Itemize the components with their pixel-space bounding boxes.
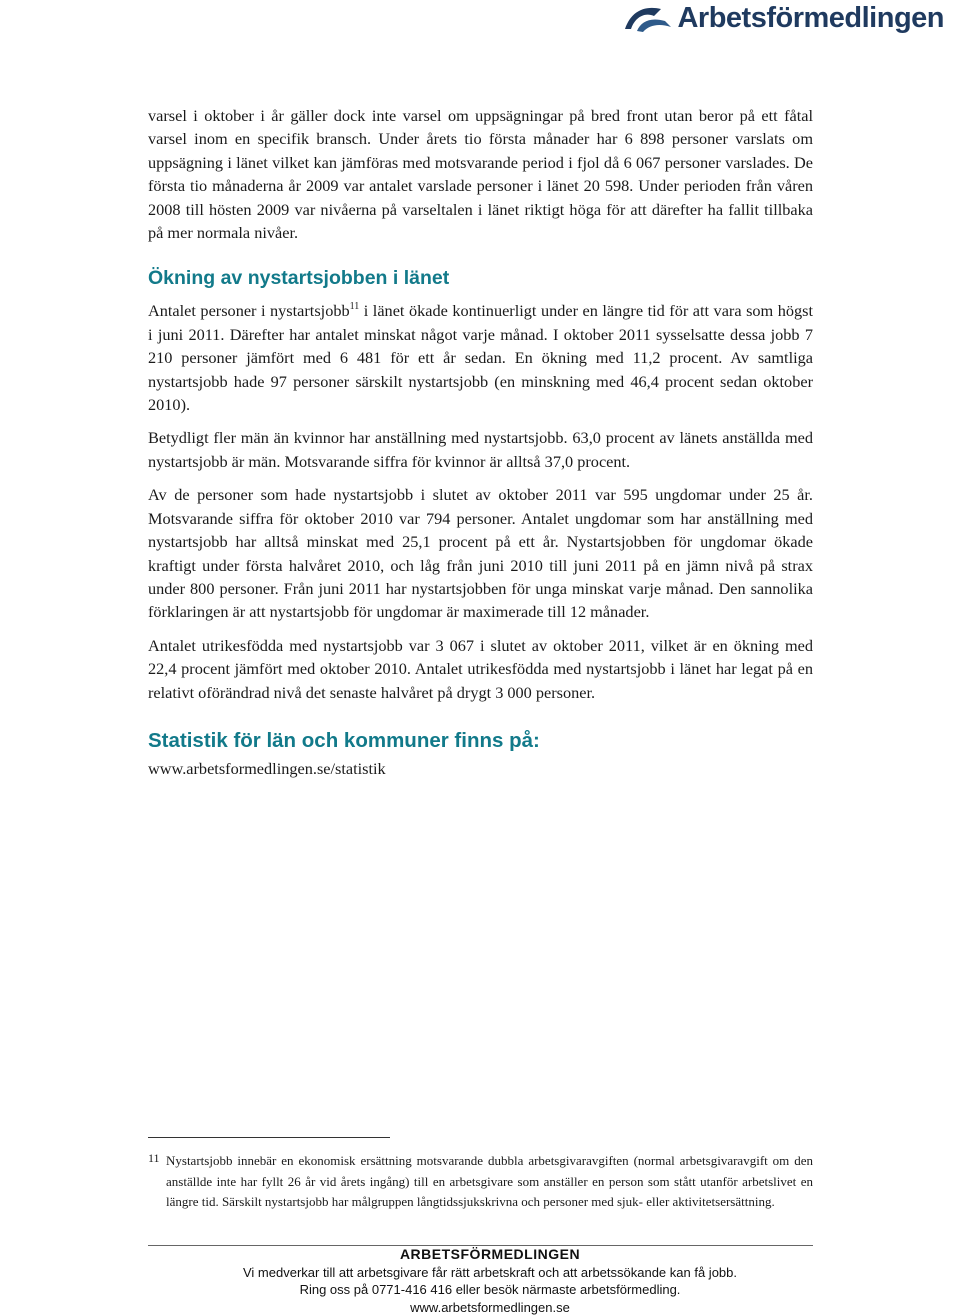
footer-org: ARBETSFÖRMEDLINGEN — [140, 1246, 840, 1264]
paragraph-nystartsjobb — [148, 299, 813, 416]
footer-url[interactable]: www.arbetsformedlingen.se — [140, 1299, 840, 1316]
paragraph-nystartsjobb-rest: i länet ökade kontinuerligt under en längre tid för att vara som högst i juni 2011. Därefter har antalet minskat något varje månad. I oktober 2011 sysselsatte dessa jobb 7 210 personer jämfört med 6 481 för ett år sedan. En ökning med 11,2 procent. Av samtliga nystartsjobb hade 97 personer särskilt nystartsjobb (en minskning med 46,4 procent sedan oktober 2010). — [148, 301, 813, 414]
section-heading-nystartsjobb: Ökning av nystartsjobben i länet — [148, 267, 813, 290]
footnote-ref[interactable]: 11 — [350, 301, 360, 312]
page-footer — [140, 1246, 840, 1316]
statistics-link[interactable]: www.arbetsformedlingen.se/statistik — [148, 759, 813, 779]
footnote — [148, 1151, 813, 1213]
footnote-divider — [148, 1137, 390, 1138]
paragraph-nystartsjobb-start: Antalet personer i nystartsjobb — [148, 301, 350, 320]
arbetsformedlingen-logo-icon — [623, 3, 675, 35]
paragraph-gender: Betydligt fler män än kvinnor har anställning med nystartsjobb. 63,0 procent av länets anställda med nystartsjobb är män. Motsvarande siffra för kvinnor är alltså 37,0 procent. — [148, 426, 813, 473]
main-content — [148, 104, 813, 779]
logo-text: Arbetsförmedlingen — [677, 2, 944, 35]
statistics-heading: Statistik för län och kommuner finns på: — [148, 729, 813, 753]
paragraph-varsel: varsel i oktober i år gäller dock inte varsel om uppsägningar på bred front utan beror på ett fåtal varsel inom en specifik bransch. Under årets tio första månader har 6 898 personer varslats om uppsägning i länet vilket kan jämföras med motsvarande period i fjol då 6 067 personer varslades. De första tio månaderna år 2009 var antalet varslade personer i länet 20 598. Under perioden från våren 2008 till hösten 2009 var nivåerna på varseltalen i länet riktigt höga för att därefter ha fallit tillbaka på mer normala nivåer. — [148, 104, 813, 244]
footer-line-1: Vi medverkar till att arbetsgivare får rätt arbetskraft och att arbetssökande kan få jobb. — [140, 1264, 840, 1282]
paragraph-youth: Av de personer som hade nystartsjobb i slutet av oktober 2011 var 595 ungdomar under 25 år. Motsvarande siffra för oktober 2010 var 794 personer. Antalet ungdomar som har anställning med nystartsjobb har alltså minskat med 25,1 procent på ett år. Nystartsjobben för ungdomar ökade kraftigt under första halvåret 2010, och låg från juni 2010 till juni 2011 på en jämn nivå på strax under 800 personer. Från juni 2011 har nystartsjobben för unga minskat varje månad. Den sannolika förklaringen är att nystartsjobb för ungdomar är maximerade till 12 månader. — [148, 483, 813, 623]
footnote-text: Nystartsjobb innebär en ekonomisk ersättning motsvarande dubbla arbetsgivaravgiften (normal arbetsgivaravgift om den anställde inte har fyllt 26 år vid årets ingång) till en arbetsgivare som anställer en person som stått utanför arbetslivet en längre tid. Särskilt nystartsjobb har målgruppen långtidssjukskrivna och personer med sjuk- eller aktivitetsersättning. — [166, 1151, 813, 1213]
header-logo — [623, 2, 944, 35]
footnote-number: 11 — [148, 1148, 160, 1169]
footer-line-2: Ring oss på 0771-416 416 eller besök närmaste arbetsförmedling. — [140, 1281, 840, 1299]
paragraph-foreign-born: Antalet utrikesfödda med nystartsjobb var 3 067 i slutet av oktober 2011, vilket är en ökning med 22,4 procent jämfört med oktober 2010. Antalet utrikesfödda med nystartsjobb i länet har legat på en relativt oförändrad nivå det senaste halvåret på drygt 3 000 personer. — [148, 634, 813, 704]
